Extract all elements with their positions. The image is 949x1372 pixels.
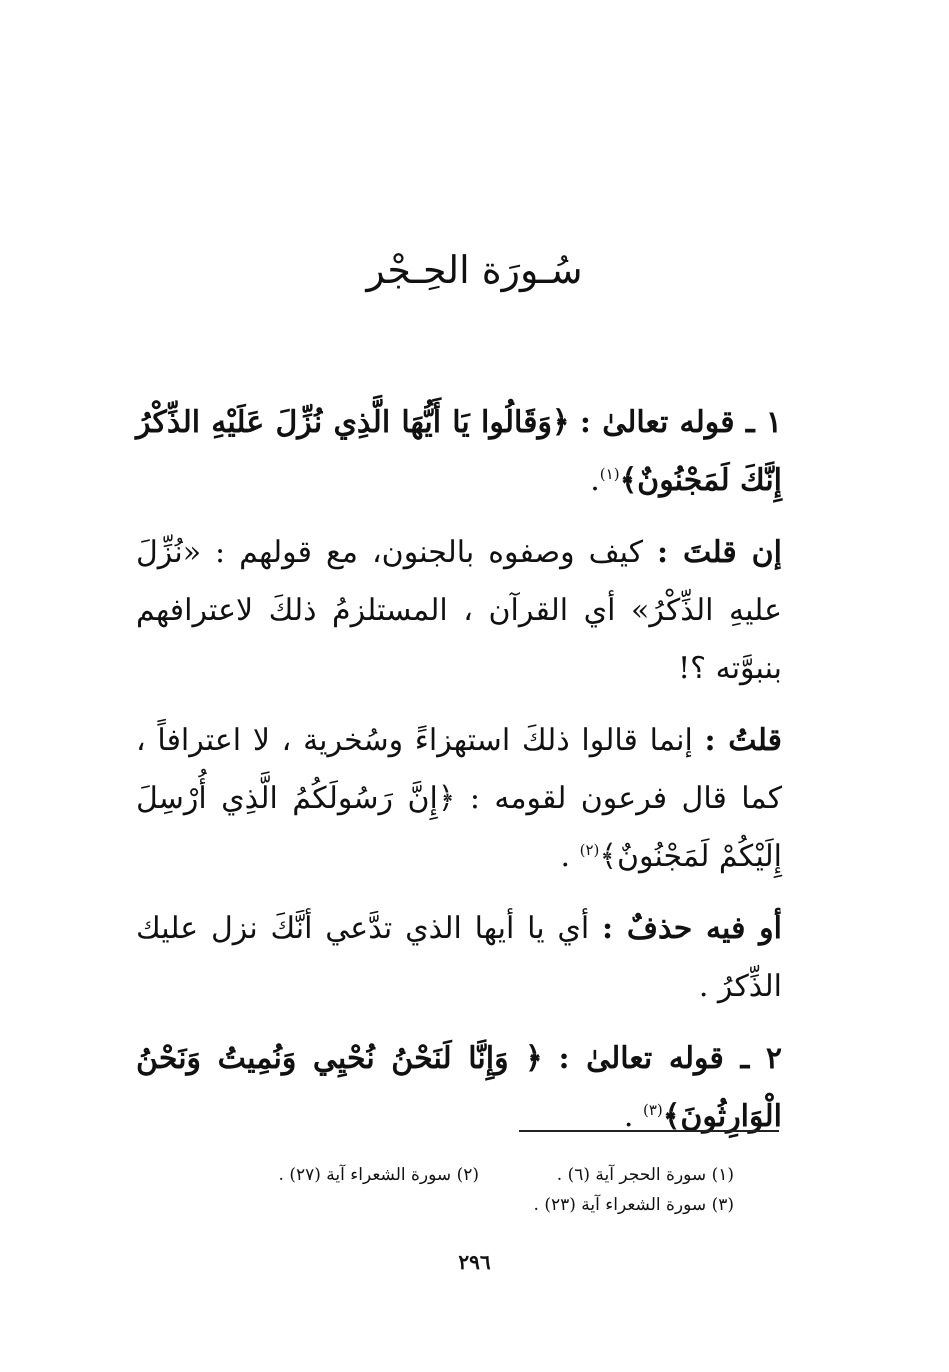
answer-quote: ﴿إِنَّ رَسُولَكُمُ الَّذِي أُرْسِلَ إِلَيْكُمْ لَمَجْنُونٌ﴾ xyxy=(136,781,782,874)
question-label: إن قلتَ : xyxy=(657,535,782,570)
verse-2-intro: ٢ ـ قوله تعالىٰ : xyxy=(558,1041,782,1076)
question-text: كيف وصفوه بالجنون، مع قولهم : «نُزِّلَ عليهِ الذِّكْرُ» أي القرآن ، المستلزمُ ذلكَ لاعترافهم بنبوَّته ؟! xyxy=(136,535,782,686)
answer-end: . xyxy=(560,839,571,874)
answer-label: قلتُ : xyxy=(704,723,783,758)
verse-1-intro: ١ ـ قوله تعالىٰ : xyxy=(579,405,783,440)
footnote-2: (٢) سورة الشعراء آية (٢٧) . xyxy=(278,1165,479,1185)
question-paragraph xyxy=(136,524,782,698)
footnotes xyxy=(200,1160,734,1220)
verse-2-paragraph xyxy=(136,1030,782,1146)
footnote-1: (١) سورة الحجر آية (٦) . xyxy=(556,1165,734,1185)
footnote-ref-1: (١) xyxy=(599,465,620,483)
footnote-ref-3: (٣) xyxy=(642,1101,663,1119)
footnote-3: (٣) سورة الشعراء آية (٢٣) . xyxy=(533,1195,734,1215)
alternative-paragraph xyxy=(136,900,782,1016)
verse-2-quote: ﴿ وَإِنَّا لَنَحْنُ نُحْيِي وَنُمِيتُ وَنَحْنُ الْوَارِثُونَ﴾ xyxy=(136,1041,782,1134)
alternative-label: أو فيه حذفٌ : xyxy=(602,911,782,946)
verse-1-end: . xyxy=(590,463,600,498)
footnote-row xyxy=(200,1190,734,1220)
answer-text: إنما قالوا ذلكَ استهزاءً وسُخرية ، لا اعترافاً ، كما قال فرعون لقومه : xyxy=(136,723,782,816)
main-text xyxy=(136,394,782,1160)
page-number: ٢٩٦ xyxy=(458,1250,491,1274)
verse-2-end: . xyxy=(623,1099,634,1134)
answer-paragraph xyxy=(136,712,782,886)
alternative-text: أي يا أيها الذي تدَّعي أنَّكَ نزل عليك الذِّكرُ . xyxy=(136,911,782,1004)
footnote-row xyxy=(200,1160,734,1190)
footnote-ref-2: (٢) xyxy=(579,841,600,859)
surah-title: سُـورَة الحِـجْر xyxy=(366,248,583,292)
verse-1-paragraph xyxy=(136,394,782,510)
footnote-divider xyxy=(519,1130,779,1132)
verse-1-quote: ﴿وَقَالُوا يَا أَيُّهَا الَّذِي نُزِّلَ عَلَيْهِ الذِّكْرُ إِنَّكَ لَمَجْنُونٌ﴾ xyxy=(136,405,782,498)
